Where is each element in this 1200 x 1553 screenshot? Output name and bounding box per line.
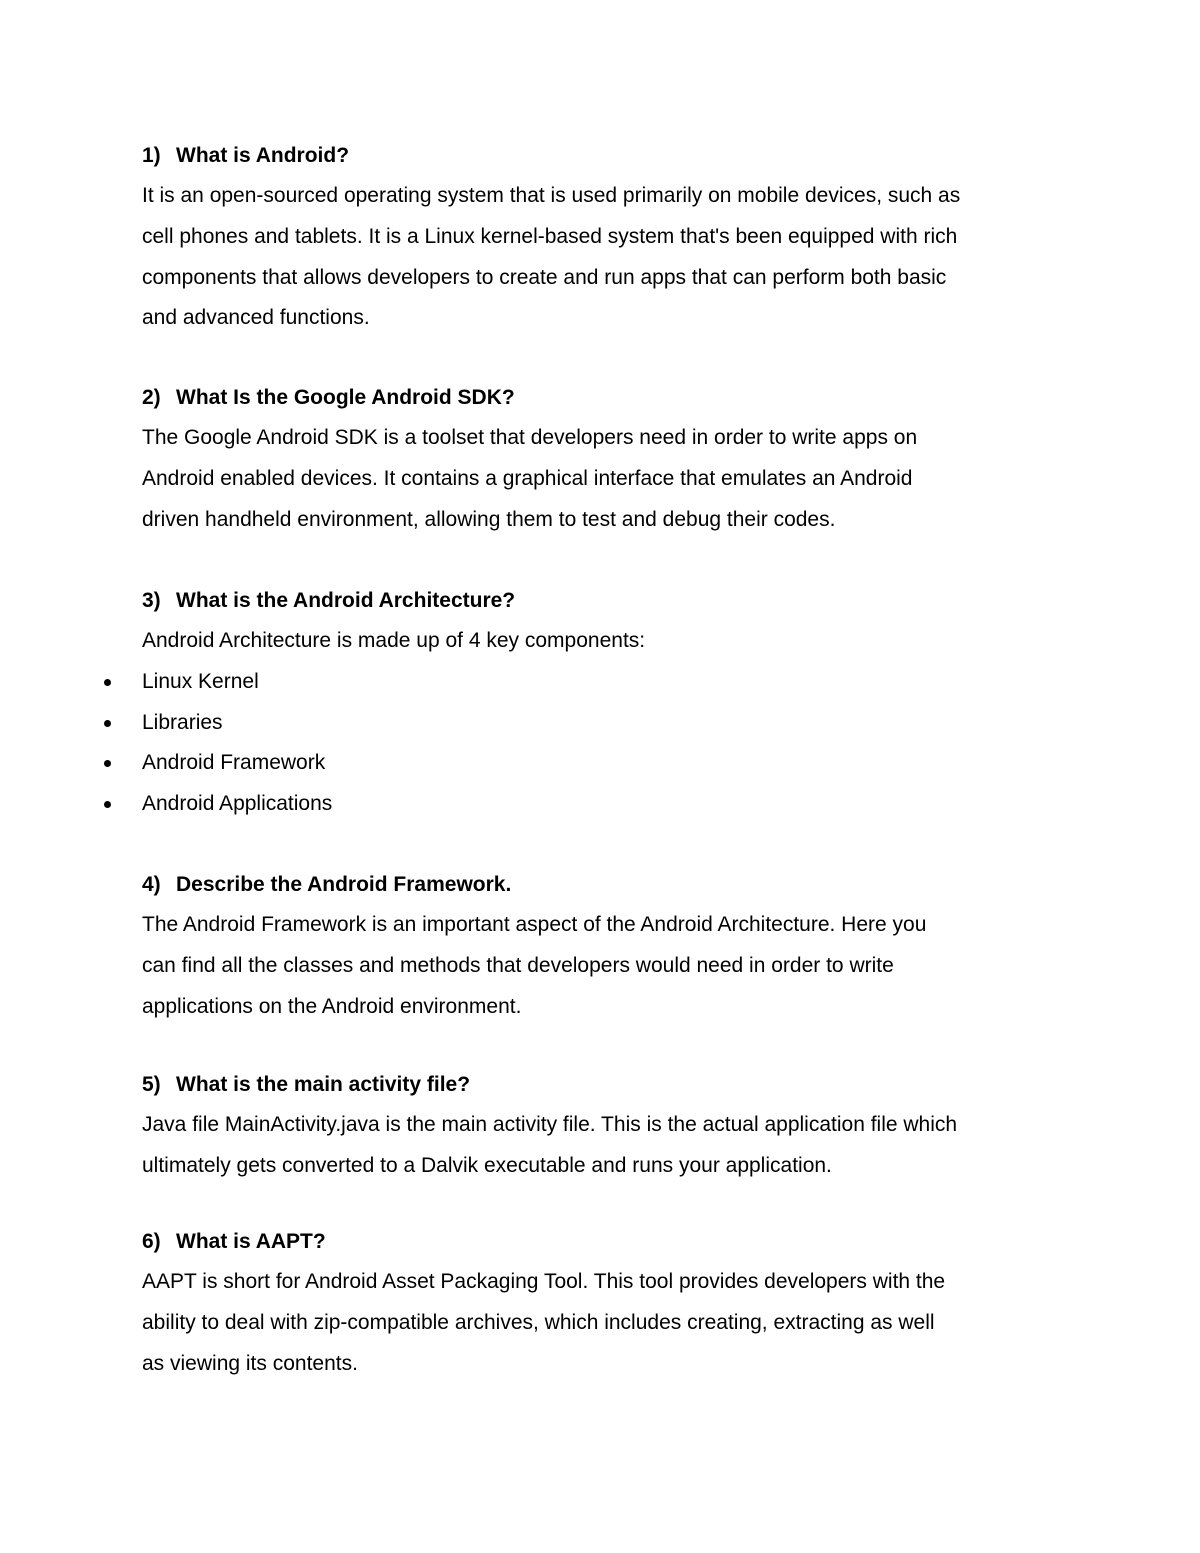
- list-item-text: Android Framework: [142, 751, 326, 775]
- component-list: [142, 662, 1082, 825]
- question-heading: [142, 378, 1082, 418]
- question-title: What is AAPT?: [176, 1230, 326, 1253]
- answer-line: The Android Framework is an important aspect of the Android Architecture. Here you: [142, 913, 927, 936]
- answer-line: ultimately gets converted to a Dalvik executable and runs your application.: [142, 1153, 832, 1177]
- question-number: 6): [142, 1230, 161, 1253]
- answer-line: can find all the classes and methods that developers would need in order to write: [142, 953, 894, 977]
- bullet-icon: [104, 679, 111, 686]
- answer-paragraph: [142, 905, 1082, 1027]
- answer-line: applications on the Android environment.: [142, 994, 522, 1018]
- bullet-icon: [104, 760, 111, 767]
- question-heading: [142, 136, 1082, 176]
- answer-line: AAPT is short for Android Asset Packaging Tool. This tool provides developers with the: [142, 1270, 946, 1293]
- list-item: [142, 662, 1082, 703]
- question-number: 4): [142, 873, 161, 896]
- answer-line: cell phones and tablets. It is a Linux kernel-based system that's been equipped with rich: [142, 224, 958, 248]
- answer-line: as viewing its contents.: [142, 1351, 358, 1375]
- answer-paragraph: [142, 1262, 1082, 1384]
- list-item: [142, 743, 1082, 784]
- list-item: [142, 703, 1082, 744]
- answer-line: Android Architecture is made up of 4 key components:: [142, 629, 646, 652]
- question-heading: [142, 1065, 1082, 1105]
- question-number: 3): [142, 589, 161, 612]
- answer-line: and advanced functions.: [142, 306, 370, 330]
- question-6: [142, 1222, 1082, 1384]
- list-item-text: Linux Kernel: [142, 669, 259, 693]
- question-number: 2): [142, 386, 161, 409]
- answer-paragraph: [142, 176, 1082, 339]
- question-heading: [142, 865, 1082, 905]
- question-title: What is the Android Architecture?: [176, 589, 516, 612]
- question-3: [142, 581, 1082, 825]
- answer-line: Java file MainActivity.java is the main activity file. This is the actual application file which: [142, 1113, 958, 1136]
- answer-paragraph: [142, 418, 1082, 540]
- answer-line: It is an open-sourced operating system that is used primarily on mobile devices, such as: [142, 184, 961, 207]
- question-title: What is the main activity file?: [176, 1073, 471, 1096]
- question-title: What Is the Google Android SDK?: [176, 386, 515, 409]
- bullet-icon: [104, 801, 111, 808]
- list-item: [142, 784, 1082, 825]
- list-item-text: Android Applications: [142, 792, 333, 816]
- question-4: [142, 865, 1082, 1027]
- question-heading: [142, 1222, 1082, 1262]
- question-1: [142, 136, 1082, 339]
- answer-line: driven handheld environment, allowing them to test and debug their codes.: [142, 507, 836, 531]
- list-item-text: Libraries: [142, 710, 223, 734]
- question-title: Describe the Android Framework.: [176, 873, 512, 896]
- question-number: 5): [142, 1073, 161, 1096]
- question-heading: [142, 581, 1082, 621]
- question-title: What is Android?: [176, 144, 350, 167]
- question-number: 1): [142, 144, 161, 167]
- answer-line: Android enabled devices. It contains a graphical interface that emulates an Android: [142, 466, 913, 490]
- question-2: [142, 378, 1082, 540]
- question-5: [142, 1065, 1082, 1187]
- answer-paragraph: [142, 1105, 1082, 1187]
- answer-line: ability to deal with zip-compatible archives, which includes creating, extracting as well: [142, 1310, 935, 1334]
- bullet-icon: [104, 720, 111, 727]
- answer-line: The Google Android SDK is a toolset that developers need in order to write apps on: [142, 426, 918, 449]
- answer-line: components that allows developers to create and run apps that can perform both basic: [142, 265, 947, 289]
- answer-paragraph: [142, 621, 1082, 662]
